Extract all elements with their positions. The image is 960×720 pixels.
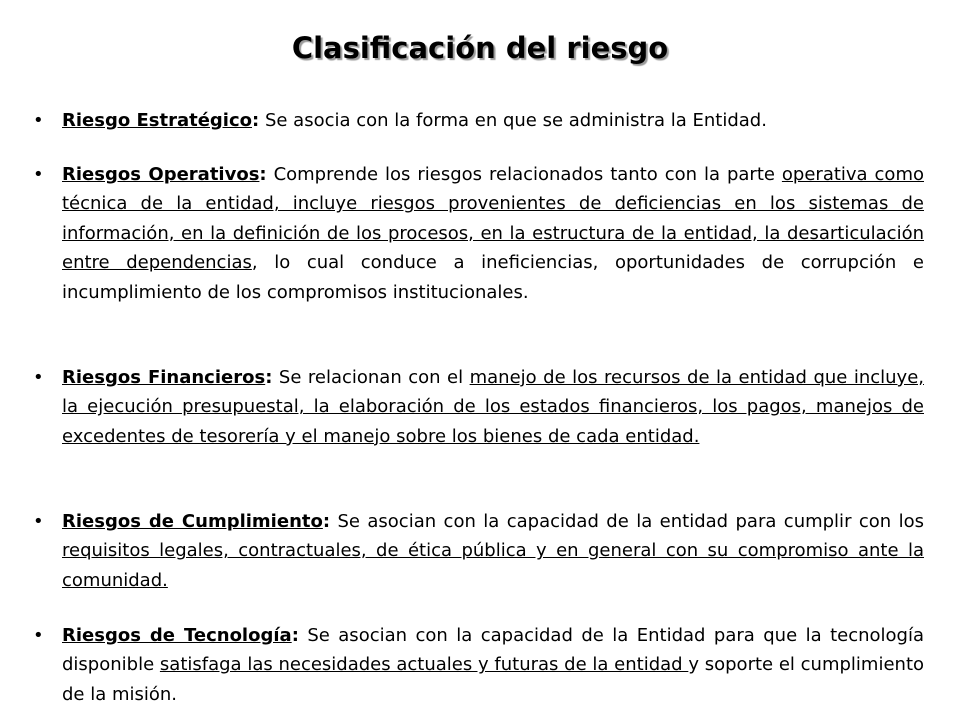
item-term: Riesgo Estratégico (62, 110, 253, 131)
item-colon: : (252, 110, 260, 131)
list-item-estrategico (33, 106, 924, 135)
item-term: Riesgos Financieros (62, 367, 266, 388)
list-item-financieros (33, 363, 924, 451)
item-text: Se asocian con la capacidad de la entidad para cumplir con los (330, 511, 924, 532)
item-text-underlined: requisitos legales, contractuales, de ética pública y en general con su compromiso ante la comunidad. (62, 540, 924, 591)
item-text-underlined: manejo de los recursos de la entidad que incluye, la ejecución presupuestal, la elaboración de los estados financieros, los pagos, manejos de excedentes de tesorería y el manejo sobre los bienes de cada entidad. (62, 367, 924, 447)
bullet-icon: • (33, 367, 44, 388)
item-colon: : (291, 625, 299, 646)
item-text-underlined: operativa como técnica de la entidad, incluye riesgos provenientes de deficiencias en los sistemas de información, en la definición de los procesos, en la estructura de la entidad, la desarticulación entre dependencias (62, 164, 924, 274)
item-text-underlined: satisfaga las necesidades actuales y futuras de la entidad (159, 654, 689, 676)
item-term: Riesgos Operativos (62, 164, 260, 185)
bullet-icon: • (33, 164, 44, 185)
bullet-icon: • (33, 110, 44, 131)
item-colon: : (259, 164, 267, 185)
list-item-tecnologia (33, 621, 925, 709)
item-term: Riesgos de Cumplimiento (62, 511, 323, 532)
item-term: Riesgos de Tecnología (62, 625, 292, 646)
bullet-icon: • (33, 625, 44, 646)
item-text: , lo cual conduce a ineficiencias, oportunidades de corrupción e incumplimiento de los compromisos institucionales. (62, 252, 924, 303)
item-text: Se asocia con la forma en que se administra la Entidad. (259, 110, 767, 131)
item-colon: : (265, 367, 273, 388)
list-item-operativos (33, 160, 924, 307)
item-text: Se asocian con la capacidad de la Entidad para que la tecnología disponible (62, 625, 924, 676)
item-text: Comprende los riesgos relacionados tanto con la parte (266, 164, 782, 185)
item-text: Se relacionan con el (272, 367, 470, 388)
item-colon: : (322, 511, 331, 532)
list-item-cumplimiento (33, 507, 924, 595)
page-title: Clasificación del riesgo (291, 31, 669, 65)
bullet-icon: • (33, 511, 44, 532)
item-text: y soporte el cumplimiento de la misión. (62, 654, 925, 705)
